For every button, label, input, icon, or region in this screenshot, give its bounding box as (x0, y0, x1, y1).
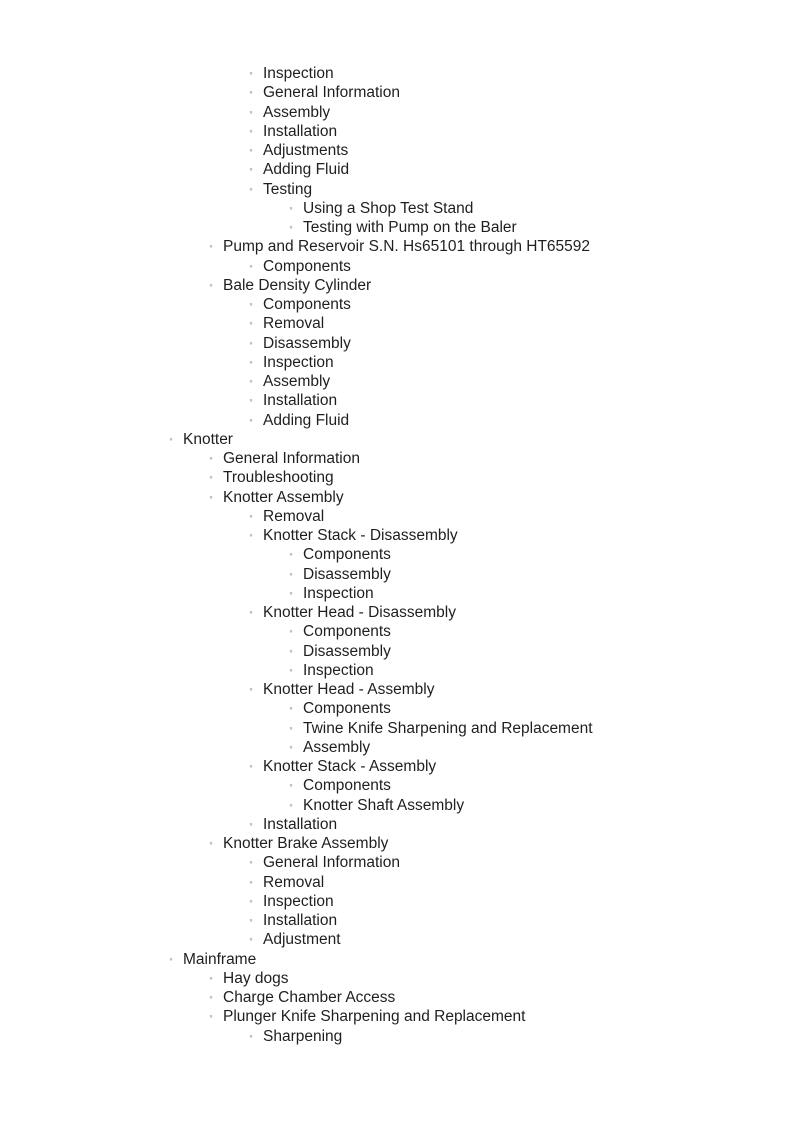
toc-item-label: Installation (263, 392, 338, 410)
toc-item[interactable] (0, 141, 794, 160)
toc-item-label: Knotter (183, 430, 233, 448)
bullet-icon: ◦ (249, 414, 253, 425)
bullet-icon: ◦ (209, 279, 213, 290)
toc-item-label: Hay dogs (223, 969, 289, 987)
bullet-icon: ◦ (249, 530, 253, 540)
toc-item-label: Charge Chamber Access (223, 989, 396, 1006)
toc-item-label: Adding Fluid (263, 411, 350, 429)
bullet-icon: ◦ (169, 433, 173, 444)
toc-item[interactable] (0, 430, 794, 449)
bullet-icon: ◦ (209, 453, 213, 463)
bullet-icon: ◦ (249, 68, 253, 78)
bullet-icon: ◦ (249, 761, 253, 771)
toc-item[interactable] (0, 930, 794, 949)
toc-item[interactable] (0, 834, 794, 853)
toc-item[interactable] (0, 776, 794, 795)
toc-item[interactable] (0, 449, 794, 468)
toc-item[interactable] (0, 488, 794, 507)
toc-item-label: Removal (263, 873, 325, 891)
toc-item-label: Testing with Pump on the Baler (303, 219, 517, 236)
toc-item-label: Installation (263, 912, 338, 929)
bullet-icon: ◦ (289, 568, 293, 579)
toc-item[interactable] (0, 199, 794, 218)
toc-item[interactable] (0, 1027, 794, 1046)
toc-item-label: Components (263, 296, 351, 313)
toc-item-label: Disassembly (303, 565, 391, 583)
toc-item-label: Assembly (263, 373, 331, 390)
toc-item[interactable] (0, 160, 794, 179)
toc-item[interactable] (0, 237, 794, 256)
toc-item[interactable] (0, 103, 794, 122)
toc-item[interactable] (0, 411, 794, 430)
toc-item[interactable] (0, 295, 794, 314)
bullet-icon: ◦ (289, 202, 293, 213)
toc-item[interactable] (0, 314, 794, 333)
toc-item-label: Mainframe (183, 950, 257, 968)
toc-item[interactable] (0, 584, 794, 603)
toc-item[interactable] (0, 603, 794, 622)
toc-item[interactable] (0, 468, 794, 487)
toc-item-label: Bale Density Cylinder (223, 276, 372, 294)
toc-item[interactable] (0, 757, 794, 776)
toc-item[interactable] (0, 969, 794, 988)
toc-item-label: Disassembly (303, 642, 391, 660)
bullet-icon: ◦ (249, 607, 253, 617)
bullet-icon: ◦ (289, 703, 293, 714)
table-of-contents (0, 64, 794, 1046)
toc-item[interactable] (0, 642, 794, 661)
bullet-icon: ◦ (209, 491, 213, 502)
bullet-icon: ◦ (249, 818, 253, 829)
bullet-icon: ◦ (249, 318, 253, 329)
toc-item-label: Components (263, 257, 351, 275)
toc-item-label: Components (303, 777, 391, 795)
toc-item[interactable] (0, 622, 794, 641)
toc-item-label: Adjustment (263, 931, 341, 949)
toc-item[interactable] (0, 661, 794, 680)
toc-item[interactable] (0, 853, 794, 872)
toc-item-label: Adjustments (263, 142, 349, 159)
bullet-icon: ◦ (289, 645, 293, 656)
bullet-icon: ◦ (249, 183, 253, 194)
toc-item[interactable] (0, 1007, 794, 1026)
bullet-icon: ◦ (249, 376, 253, 386)
bullet-icon: ◦ (249, 106, 253, 117)
toc-item-label: Pump and Reservoir S.N. Hs65101 through HT65592 (223, 238, 591, 256)
bullet-icon: ◦ (249, 356, 253, 367)
bullet-icon: ◦ (289, 549, 293, 560)
toc-item[interactable] (0, 815, 794, 834)
toc-item[interactable] (0, 391, 794, 410)
bullet-icon: ◦ (289, 664, 293, 675)
toc-item-label: General Information (223, 450, 360, 467)
toc-item[interactable] (0, 680, 794, 699)
toc-item-label: Knotter Head - Assembly (263, 681, 435, 698)
toc-item-label: Knotter Assembly (223, 488, 344, 506)
bullet-icon: ◦ (289, 722, 293, 733)
toc-item[interactable] (0, 83, 794, 102)
bullet-icon: ◦ (289, 222, 293, 232)
bullet-icon: ◦ (249, 934, 253, 945)
toc-item-label: Knotter Stack - Assembly (263, 758, 437, 775)
toc-item[interactable] (0, 334, 794, 353)
toc-item-label: Inspection (303, 661, 374, 679)
bullet-icon: ◦ (249, 125, 253, 136)
toc-item-label: Removal (263, 315, 325, 333)
bullet-icon: ◦ (209, 472, 213, 483)
bullet-icon: ◦ (209, 972, 213, 983)
bullet-icon: ◦ (209, 241, 213, 252)
toc-item[interactable] (0, 372, 794, 391)
toc-item[interactable] (0, 180, 794, 199)
bullet-icon: ◦ (249, 684, 253, 694)
toc-item-label: Using a Shop Test Stand (303, 199, 474, 217)
toc-item[interactable] (0, 699, 794, 718)
toc-item[interactable] (0, 507, 794, 526)
toc-item[interactable] (0, 950, 794, 969)
toc-item-label: Components (303, 546, 391, 564)
toc-item[interactable] (0, 218, 794, 237)
toc-item[interactable] (0, 64, 794, 83)
toc-item-label: Inspection (303, 584, 374, 602)
bullet-icon: ◦ (249, 895, 253, 906)
bullet-icon: ◦ (249, 87, 253, 98)
bullet-icon: ◦ (249, 164, 253, 175)
bullet-icon: ◦ (249, 299, 253, 309)
toc-item-label: Inspection (263, 892, 334, 910)
bullet-icon: ◦ (249, 1030, 253, 1041)
bullet-icon: ◦ (249, 395, 253, 406)
bullet-icon: ◦ (209, 1011, 213, 1022)
toc-item-label: General Information (263, 84, 400, 102)
toc-item-label: Disassembly (263, 334, 351, 352)
toc-item-label: Assembly (303, 738, 371, 756)
toc-item[interactable] (0, 122, 794, 141)
bullet-icon: ◦ (249, 915, 253, 925)
toc-item-label: Removal (263, 507, 325, 525)
toc-item[interactable] (0, 892, 794, 911)
bullet-icon: ◦ (249, 857, 253, 868)
toc-item-label: Knotter Brake Assembly (223, 835, 389, 852)
toc-item[interactable] (0, 988, 794, 1007)
toc-item-label: Installation (263, 122, 338, 140)
toc-item[interactable] (0, 565, 794, 584)
toc-item-label: Installation (263, 815, 338, 833)
toc-item[interactable] (0, 719, 794, 738)
bullet-icon: ◦ (289, 741, 293, 752)
toc-item-label: Plunger Knife Sharpening and Replacement (223, 1008, 526, 1026)
toc-item[interactable] (0, 276, 794, 295)
bullet-icon: ◦ (249, 260, 253, 271)
toc-item-label: Assembly (263, 103, 331, 121)
toc-item-label: Inspection (263, 65, 334, 82)
bullet-icon: ◦ (249, 337, 253, 348)
toc-item[interactable] (0, 873, 794, 892)
toc-item[interactable] (0, 796, 794, 815)
toc-item-label: General Information (263, 854, 400, 872)
toc-item-label: Troubleshooting (223, 469, 334, 487)
toc-item-label: Components (303, 623, 391, 641)
toc-item-label: Testing (263, 180, 313, 198)
toc-item[interactable] (0, 526, 794, 545)
toc-item-label: Sharpening (263, 1027, 343, 1045)
bullet-icon: ◦ (249, 876, 253, 887)
bullet-icon: ◦ (209, 838, 213, 848)
toc-item-label: Twine Knife Sharpening and Replacement (303, 719, 593, 737)
toc-item[interactable] (0, 545, 794, 564)
bullet-icon: ◦ (289, 799, 293, 810)
bullet-icon: ◦ (249, 145, 253, 155)
toc-item[interactable] (0, 257, 794, 276)
toc-item[interactable] (0, 738, 794, 757)
toc-item[interactable] (0, 911, 794, 930)
toc-item-label: Knotter Head - Disassembly (263, 604, 456, 621)
bullet-icon: ◦ (289, 626, 293, 637)
toc-item-label: Knotter Shaft Assembly (303, 796, 465, 814)
bullet-icon: ◦ (289, 780, 293, 791)
bullet-icon: ◦ (289, 587, 293, 598)
bullet-icon: ◦ (209, 992, 213, 1002)
toc-item[interactable] (0, 353, 794, 372)
toc-item-label: Adding Fluid (263, 161, 350, 179)
toc-item-label: Inspection (263, 353, 334, 371)
toc-item-label: Components (303, 700, 391, 718)
bullet-icon: ◦ (249, 510, 253, 521)
toc-item-label: Knotter Stack - Disassembly (263, 527, 458, 544)
bullet-icon: ◦ (169, 953, 173, 964)
